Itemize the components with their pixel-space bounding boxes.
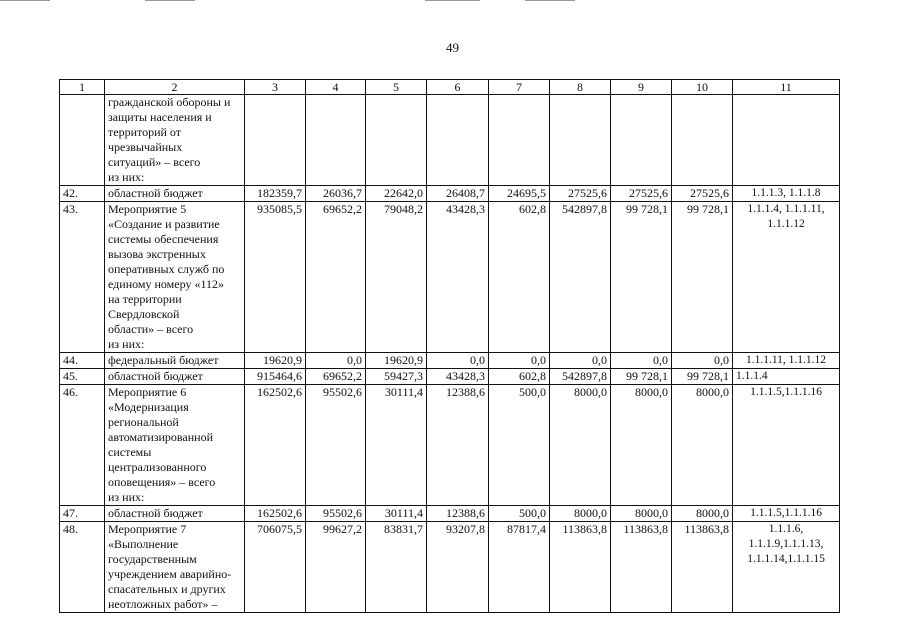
value-cell — [306, 95, 366, 186]
scan-edge-line — [145, 0, 195, 1]
value-cell: 27525,6 — [611, 186, 672, 202]
value-cell: 69652,2 — [306, 202, 366, 353]
value-cell: 8000,0 — [672, 506, 733, 522]
value-cell: 95502,6 — [306, 506, 366, 522]
value-cell: 706075,5 — [245, 522, 306, 613]
value-cell: 0,0 — [672, 353, 733, 369]
value-cell: 162502,6 — [245, 385, 306, 506]
description-cell: федеральный бюджет — [105, 353, 245, 369]
value-cell: 95502,6 — [306, 385, 366, 506]
value-cell: 30111,4 — [366, 506, 427, 522]
value-cell: 8000,0 — [611, 506, 672, 522]
value-cell: 915464,6 — [245, 369, 306, 385]
row-number-cell: 48. — [60, 522, 105, 613]
value-cell: 500,0 — [489, 385, 550, 506]
value-cell: 43428,3 — [427, 369, 489, 385]
value-cell: 500,0 — [489, 506, 550, 522]
value-cell: 87817,4 — [489, 522, 550, 613]
value-cell: 113863,8 — [672, 522, 733, 613]
value-cell: 24695,5 — [489, 186, 550, 202]
value-cell: 8000,0 — [550, 506, 611, 522]
value-cell — [366, 95, 427, 186]
value-cell: 99 728,1 — [672, 369, 733, 385]
budget-table — [59, 79, 840, 613]
value-cell — [611, 95, 672, 186]
value-cell: 26408,7 — [427, 186, 489, 202]
row-number-cell: 43. — [60, 202, 105, 353]
value-cell — [550, 95, 611, 186]
value-cell: 0,0 — [427, 353, 489, 369]
column-header: 3 — [245, 80, 306, 95]
value-cell — [672, 95, 733, 186]
value-cell: 27525,6 — [550, 186, 611, 202]
table-row — [60, 202, 840, 353]
table-row — [60, 385, 840, 506]
value-cell: 99 728,1 — [672, 202, 733, 353]
value-cell: 12388,6 — [427, 506, 489, 522]
reference-cell: 1.1.1.5,1.1.1.16 — [733, 506, 840, 522]
value-cell: 19620,9 — [366, 353, 427, 369]
value-cell — [245, 95, 306, 186]
value-cell: 12388,6 — [427, 385, 489, 506]
table-row — [60, 522, 840, 613]
table-row — [60, 186, 840, 202]
reference-cell — [733, 95, 840, 186]
value-cell: 542897,8 — [550, 202, 611, 353]
table-row — [60, 353, 840, 369]
value-cell: 602,8 — [489, 369, 550, 385]
reference-cell: 1.1.1.3, 1.1.1.8 — [733, 186, 840, 202]
value-cell: 99 728,1 — [611, 369, 672, 385]
row-number-cell: 42. — [60, 186, 105, 202]
value-cell: 22642,0 — [366, 186, 427, 202]
column-header: 11 — [733, 80, 840, 95]
row-number-cell — [60, 95, 105, 186]
value-cell: 26036,7 — [306, 186, 366, 202]
description-cell: гражданской обороны и защиты населения и территорий от чрезвычайных ситуаций» – всего из них: — [105, 95, 245, 186]
description-cell: областной бюджет — [105, 186, 245, 202]
value-cell: 162502,6 — [245, 506, 306, 522]
row-number-cell: 46. — [60, 385, 105, 506]
value-cell: 83831,7 — [366, 522, 427, 613]
value-cell: 19620,9 — [245, 353, 306, 369]
reference-cell: 1.1.1.4, 1.1.1.11, 1.1.1.12 — [733, 202, 840, 353]
column-header: 1 — [60, 80, 105, 95]
scan-edge-line — [525, 0, 575, 1]
description-cell: областной бюджет — [105, 506, 245, 522]
row-number-cell: 44. — [60, 353, 105, 369]
table-header-row — [60, 80, 840, 95]
description-cell: Мероприятие 7 «Выполнение государственным учреждением аварийно- спасательных и других неотложных работ» – — [105, 522, 245, 613]
reference-cell: 1.1.1.11, 1.1.1.12 — [733, 353, 840, 369]
value-cell: 0,0 — [550, 353, 611, 369]
column-header: 4 — [306, 80, 366, 95]
value-cell: 79048,2 — [366, 202, 427, 353]
value-cell — [427, 95, 489, 186]
value-cell: 542897,8 — [550, 369, 611, 385]
value-cell: 30111,4 — [366, 385, 427, 506]
value-cell: 0,0 — [489, 353, 550, 369]
column-header: 2 — [105, 80, 245, 95]
reference-cell: 1.1.1.6, 1.1.1.9,1.1.1.13, 1.1.1.14,1.1.1.15 — [733, 522, 840, 613]
value-cell: 27525,6 — [672, 186, 733, 202]
description-cell: Мероприятие 5 «Создание и развитие системы обеспечения вызова экстренных оперативных служб по единому номеру «112» на территории Свердловской области» – всего из них: — [105, 202, 245, 353]
value-cell: 93207,8 — [427, 522, 489, 613]
value-cell: 8000,0 — [672, 385, 733, 506]
reference-cell: 1.1.1.5,1.1.1.16 — [733, 385, 840, 506]
reference-cell: 1.1.1.4 — [733, 369, 840, 385]
value-cell: 113863,8 — [611, 522, 672, 613]
value-cell: 99 728,1 — [611, 202, 672, 353]
column-header: 8 — [550, 80, 611, 95]
scan-edge-line — [425, 0, 480, 1]
value-cell: 182359,7 — [245, 186, 306, 202]
value-cell: 99627,2 — [306, 522, 366, 613]
column-header: 7 — [489, 80, 550, 95]
value-cell: 113863,8 — [550, 522, 611, 613]
description-cell: Мероприятие 6 «Модернизация региональной автоматизированной системы централизованного оповещения» – всего из них: — [105, 385, 245, 506]
value-cell: 43428,3 — [427, 202, 489, 353]
value-cell: 8000,0 — [550, 385, 611, 506]
row-number-cell: 47. — [60, 506, 105, 522]
table-row — [60, 506, 840, 522]
value-cell: 0,0 — [306, 353, 366, 369]
scan-edge-line — [0, 0, 50, 1]
column-header: 5 — [366, 80, 427, 95]
description-cell: областной бюджет — [105, 369, 245, 385]
value-cell: 935085,5 — [245, 202, 306, 353]
value-cell: 59427,3 — [366, 369, 427, 385]
value-cell — [489, 95, 550, 186]
column-header: 9 — [611, 80, 672, 95]
value-cell: 0,0 — [611, 353, 672, 369]
value-cell: 602,8 — [489, 202, 550, 353]
column-header: 10 — [672, 80, 733, 95]
value-cell: 8000,0 — [611, 385, 672, 506]
value-cell: 69652,2 — [306, 369, 366, 385]
column-header: 6 — [427, 80, 489, 95]
page-number: 49 — [446, 40, 459, 55]
table-row — [60, 369, 840, 385]
row-number-cell: 45. — [60, 369, 105, 385]
table-row — [60, 95, 840, 186]
